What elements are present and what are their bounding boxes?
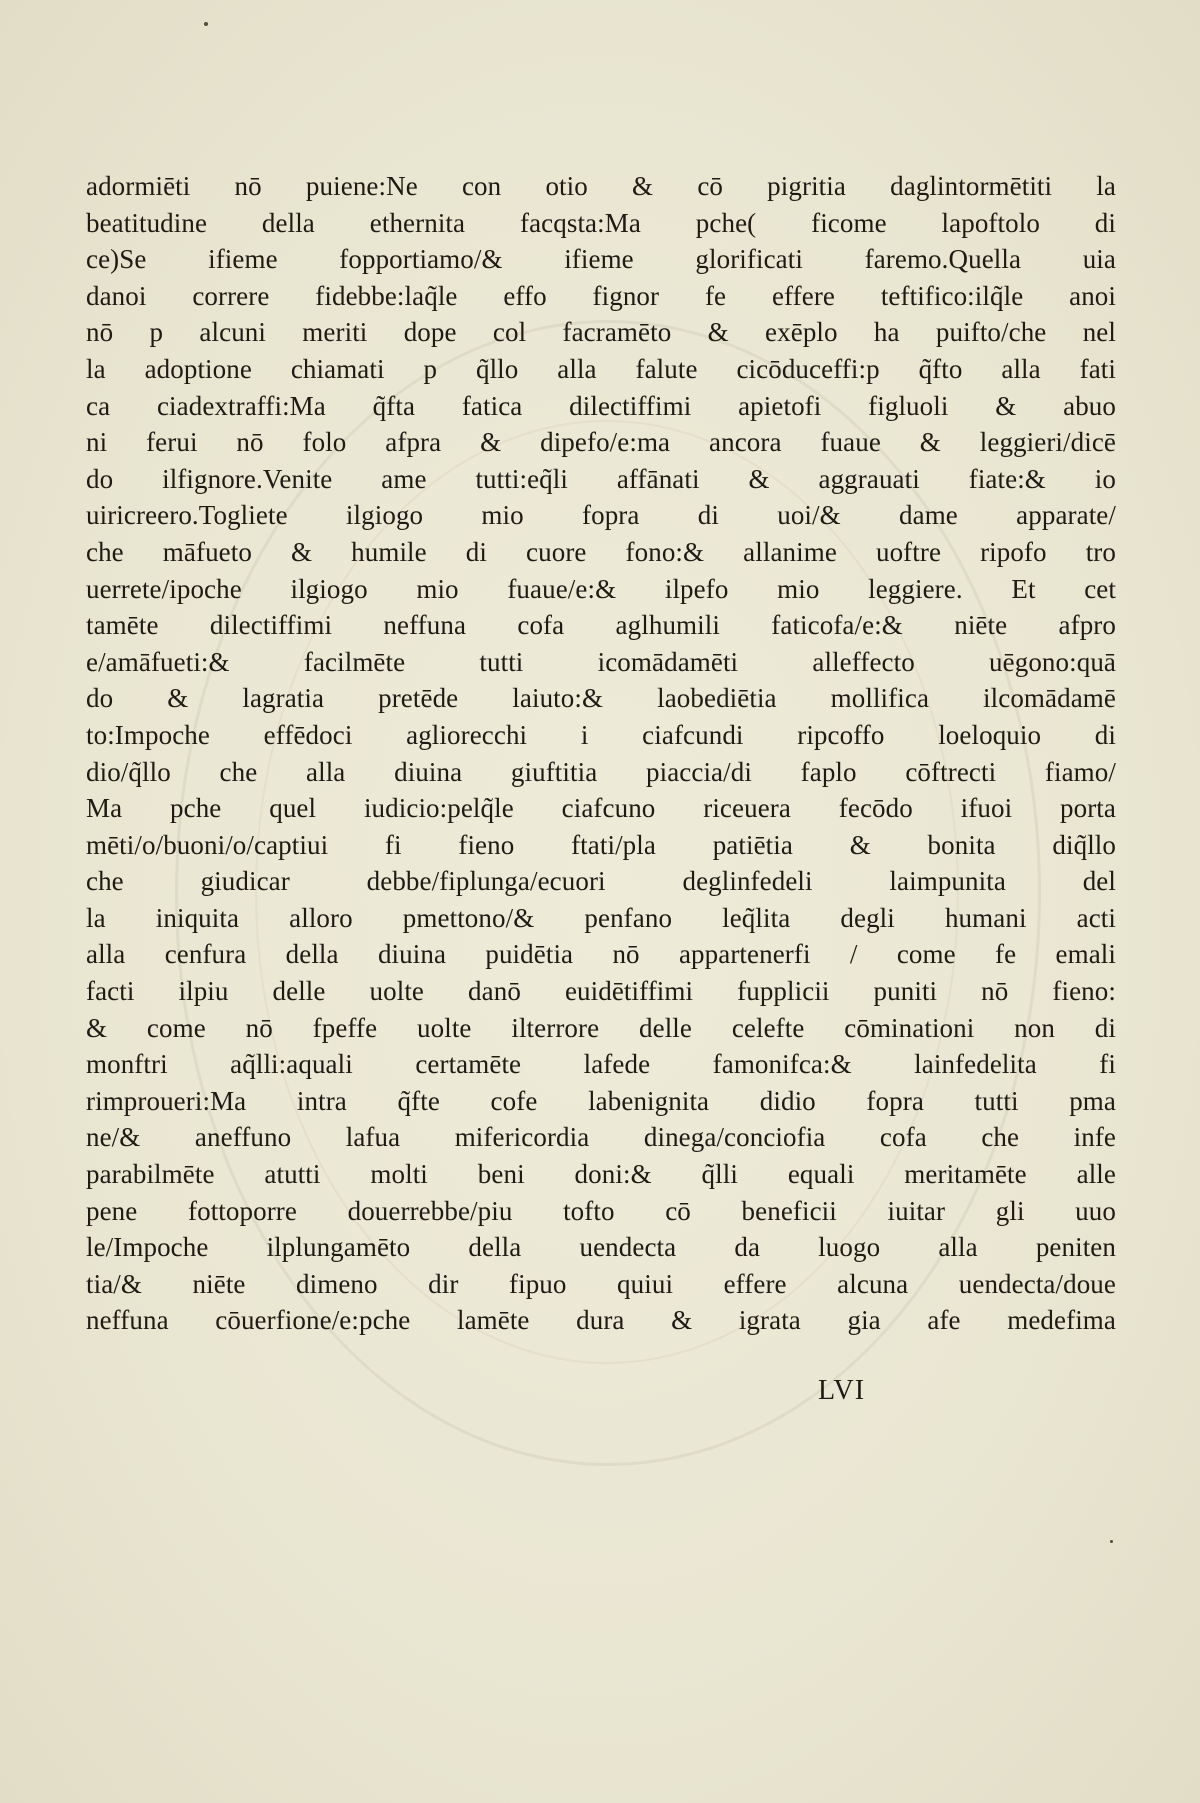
- text-line: uiricreero.Togliete ilgiogo mio fopra di uoi/& dame apparate/: [86, 500, 1116, 531]
- text-line: danoi correre fidebbe:laq̃le effo fignor fe effere teftifico:ilq̃le anoi: [86, 280, 1116, 311]
- text-line: la adoptione chiamati p q̃llo alla falute cicōduceffi:p q̃fto alla fati: [86, 353, 1116, 384]
- text-line: & come nō fpeffe uolte ilterrore delle celefte cōminationi non di: [86, 1012, 1116, 1043]
- text-line: tamēte dilectiffimi neffuna cofa aglhumili faticofa/e:& niēte afpro: [86, 610, 1116, 641]
- text-line: ne/& aneffuno lafua mifericordia dinega/conciofia cofa che infe: [86, 1122, 1116, 1153]
- text-line: facti ilpiu delle uolte danō euidētiffimi fupplicii puniti nō fieno:: [86, 976, 1116, 1007]
- folio-number: LVI: [818, 1375, 866, 1406]
- text-line: tia/& niēte dimeno dir fipuo quiui effere alcuna uendecta/doue: [86, 1268, 1116, 1299]
- body-text: [86, 168, 1116, 1339]
- text-line: uerrete/ipoche ilgiogo mio fuaue/e:& ilpefo mio leggiere. Et cet: [86, 573, 1116, 604]
- text-line: nō p alcuni meriti dope col facramēto & exēplo ha puifto/che nel: [86, 317, 1116, 348]
- text-line: la iniquita alloro pmettono/& penfano leq̃lita degli humani acti: [86, 902, 1116, 933]
- text-line: e/amāfueti:& facilmēte tutti icomādamēti alleffecto uēgono:quā: [86, 646, 1116, 677]
- text-line: le/Impoche ilplungamēto della uendecta da luogo alla peniten: [86, 1232, 1116, 1263]
- text-line: che giudicar debbe/fiplunga/ecuori deglinfedeli laimpunita del: [86, 866, 1116, 897]
- text-line: mēti/o/buoni/o/captiui fi fieno ftati/pla patiētia & bonita diq̃llo: [86, 829, 1116, 860]
- text-line: ni ferui nō folo afpra & dipefo/e:ma ancora fuaue & leggieri/dicē: [86, 427, 1116, 458]
- text-line: pene fottoporre douerrebbe/piu tofto cō beneficii iuitar gli uuo: [86, 1195, 1116, 1226]
- text-line: parabilmēte atutti molti beni doni:& q̃lli equali meritamēte alle: [86, 1159, 1116, 1190]
- text-line: ce)Se ifieme fopportiamo/& ifieme glorificati faremo.Quella uia: [86, 244, 1116, 275]
- text-line: ca ciadextraffi:Ma q̃fta fatica dilectiffimi apietofi figluoli & abuo: [86, 390, 1116, 421]
- ink-speck: [1110, 1540, 1113, 1543]
- ink-speck: [204, 22, 208, 26]
- text-line: do & lagratia pretēde laiuto:& laobediētia mollifica ilcomādamē: [86, 683, 1116, 714]
- text-line: do ilfignore.Venite ame tutti:eq̃li affānati & aggrauati fiate:& io: [86, 463, 1116, 494]
- text-line: dio/q̃llo che alla diuina giuftitia piaccia/di faplo cōftrecti fiamo/: [86, 756, 1116, 787]
- text-line: beatitudine della ethernita facqsta:Ma pche( ficome lapoftolo di: [86, 207, 1116, 238]
- text-line: alla cenfura della diuina puidētia nō appartenerfi / come fe emali: [86, 939, 1116, 970]
- text-line: che māfueto & humile di cuore fono:& allanime uoftre ripofo tro: [86, 536, 1116, 567]
- text-line: rimproueri:Ma intra q̃fte cofe labenignita didio fopra tutti pma: [86, 1085, 1116, 1116]
- text-line: neffuna cōuerfione/e:pche lamēte dura & igrata gia afe medefima: [86, 1305, 1116, 1336]
- text-line: to:Impoche effēdoci agliorecchi i ciafcundi ripcoffo loeloquio di: [86, 719, 1116, 750]
- text-line: adormiēti nō puiene:Ne con otio & cō pigritia daglintormētiti la: [86, 171, 1116, 201]
- text-line: monftri aq̃lli:aquali certamēte lafede famonifca:& lainfedelita fi: [86, 1049, 1116, 1080]
- text-line: Ma pche quel iudicio:pelq̃le ciafcuno riceuera fecōdo ifuoi porta: [86, 793, 1116, 824]
